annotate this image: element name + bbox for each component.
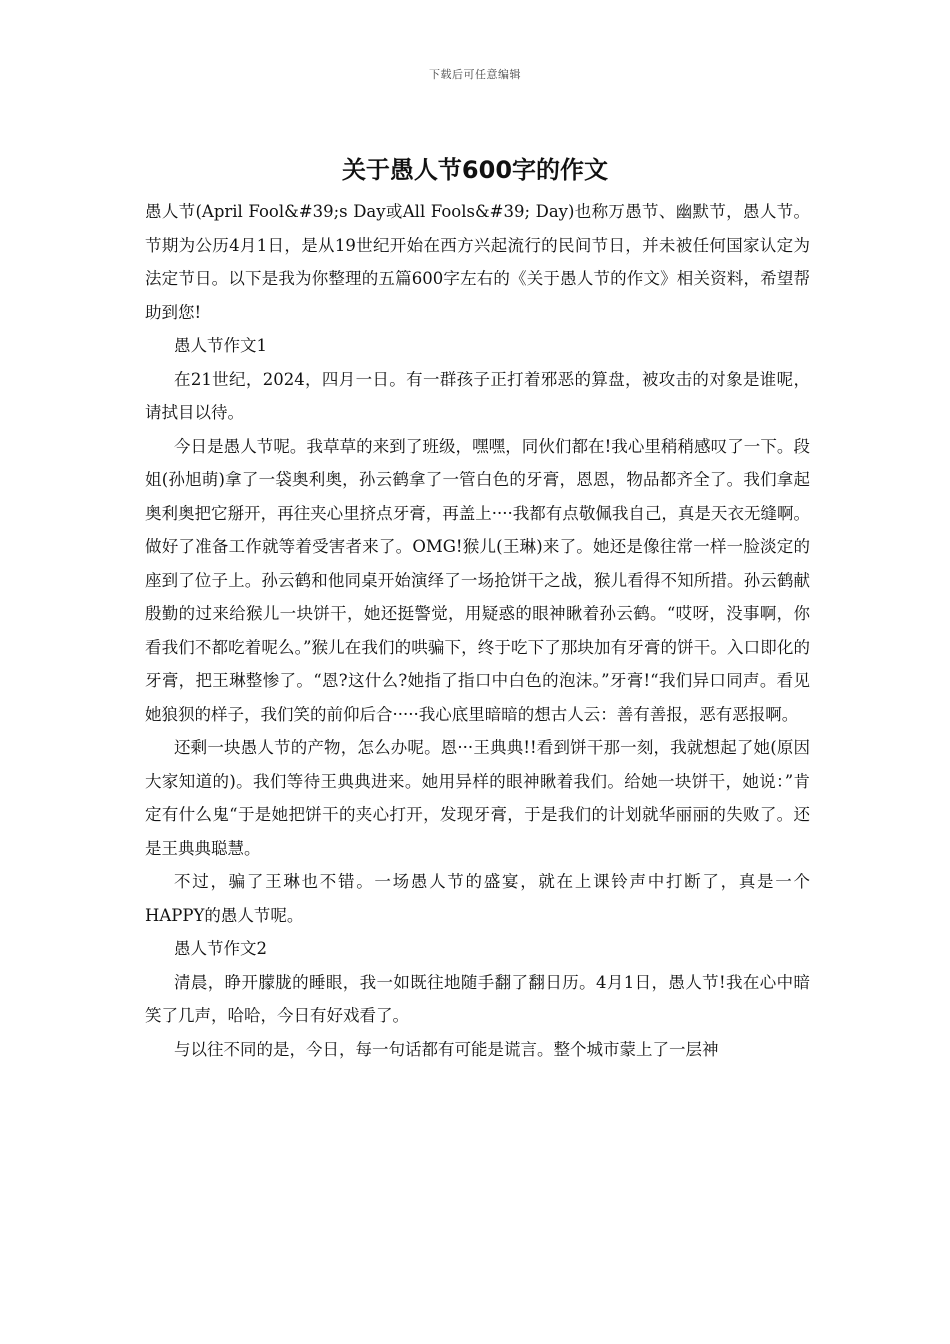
body-paragraph: 在21世纪，2024，四月一日。有一群孩子正打着邪恶的算盘，被攻击的对象是谁呢，请拭目以待。 (145, 369, 810, 422)
body-paragraph: 不过，骗了王琳也不错。一场愚人节的盛宴，就在上课铃声中打断了，真是一个HAPPY的愚人节呢。 (145, 872, 810, 925)
body-paragraph: 今日是愚人节呢。我草草的来到了班级，嘿嘿，同伙们都在!我心里稍稍感叹了一下。段姐(孙旭萌)拿了一袋奥利奥，孙云鹤拿了一管白色的牙膏，恩恩，物品都齐全了。我们拿起奥利奥把它掰开，再往夹心里挤点牙膏，再盖上····我都有点敬佩我自己，真是天衣无缝啊。做好了准备工作就等着受害者来了。OMG!猴儿(王琳)来了。她还是像往常一样一脸淡定的座到了位子上。孙云鹤和他同桌开始演绎了一场抢饼干之战，猴儿看得不知所措。孙云鹤献殷勤的过来给猴儿一块饼干，她还挺警觉，用疑惑的眼神瞅着孙云鹤。“哎呀，没事啊，你看我们不都吃着呢么。”猴儿在我们的哄骗下，终于吃下了那块加有牙膏的饼干。入口即化的牙膏，把王琳整惨了。“恩?这什么?她指了指口中白色的泡沫。”牙膏!“我们异口同声。看见她狼狈的样子，我们笑的前仰后合·····我心底里暗暗的想古人云：善有善报，恶有恶报啊。 (145, 436, 810, 724)
document-body (145, 195, 810, 1066)
body-paragraph: 清晨，睁开朦胧的睡眼，我一如既往地随手翻了翻日历。4月1日，愚人节!我在心中暗笑了几声，哈哈，今日有好戏看了。 (145, 972, 810, 1025)
page-header-note: 下载后可任意编辑 (429, 68, 521, 81)
body-paragraph: 还剩一块愚人节的产物，怎么办呢。恩···王典典!!看到饼干那一刻，我就想起了她(原因大家知道的)。我们等待王典典进来。她用异样的眼神瞅着我们。给她一块饼干，她说：”肯定有什么鬼“于是她把饼干的夹心打开，发现牙膏，于是我们的计划就华丽丽的失败了。还是王典典聪慧。 (145, 738, 810, 858)
body-paragraph: 与以往不同的是，今日，每一句话都有可能是谎言。整个城市蒙上了一层神 (174, 1039, 719, 1059)
essay-heading-1: 愚人节作文1 (174, 336, 267, 355)
intro-paragraph: 愚人节(April Fool&#39;s Day或All Fools&#39; Day)也称万愚节、幽默节，愚人节。节期为公历4月1日，是从19世纪开始在西方兴起流行的民间节日，并未被任何国家认定为法定节日。以下是我为你整理的五篇600字左右的《关于愚人节的作文》相关资料，希望帮助到您! (145, 202, 810, 322)
document-title: 关于愚人节600字的作文 (341, 156, 609, 184)
essay-heading-2: 愚人节作文2 (174, 939, 267, 958)
